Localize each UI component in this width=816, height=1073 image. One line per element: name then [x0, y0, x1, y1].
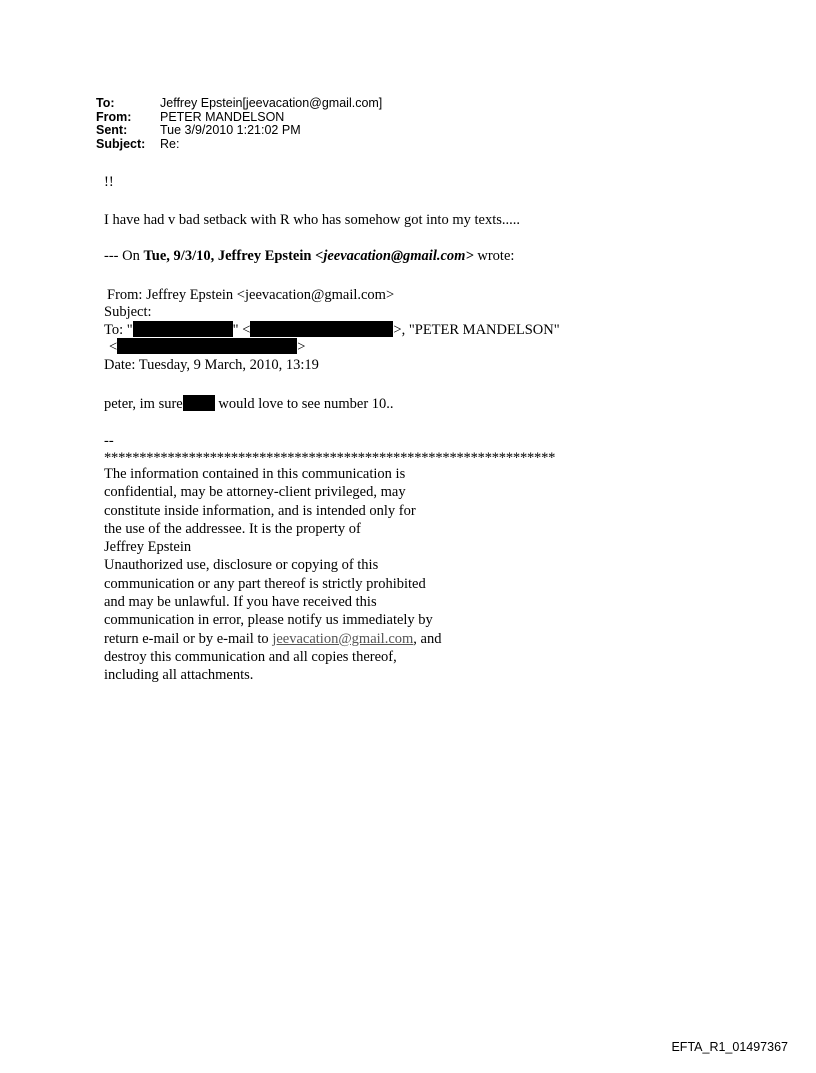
sent-value: Tue 3/9/2010 1:21:02 PM	[160, 123, 301, 137]
subject-value: Re:	[160, 136, 180, 151]
quote-intro-email: <jeevacation@gmail.com>	[315, 248, 474, 264]
redaction-box	[117, 338, 297, 354]
signature-dashes: --	[104, 433, 114, 449]
message-line: I have had v bad setback with R who has somehow got into my texts.....	[104, 212, 521, 228]
quoted-to-prefix: To: "	[104, 322, 133, 338]
disclaimer-line: Jeffrey Epstein	[104, 539, 192, 556]
to-value: Jeffrey Epstein[jeevacation@gmail.com]	[160, 96, 383, 110]
quote-intro-bold: Tue, 9/3/10, Jeffrey Epstein	[143, 248, 316, 264]
quoted-from-line: From: Jeffrey Epstein <jeevacation@gmail.com>	[107, 287, 395, 303]
subject-label: Subject:	[96, 136, 146, 151]
quote-intro-suffix: wrote:	[473, 248, 515, 264]
quoted-to-suffix: >, "PETER MANDELSON"	[393, 322, 560, 338]
disclaimer-line: including all attachments.	[104, 667, 254, 684]
quoted-body-line	[104, 395, 394, 413]
disclaimer-line: communication in error, please notify us immediately by	[104, 612, 433, 629]
quoted-subject-line: Subject:	[104, 304, 152, 320]
signature-stars: ****************************************************************	[104, 450, 556, 466]
redaction-box	[250, 321, 393, 337]
from-value: PETER MANDELSON	[160, 109, 285, 124]
redaction-box	[133, 321, 233, 337]
disclaimer-line: the use of the addressee. It is the property of	[104, 520, 361, 537]
return-prefix: return e-mail or by e-mail to	[104, 630, 273, 647]
header-from-row	[96, 111, 382, 125]
header-subject-row	[96, 138, 382, 152]
email-link[interactable]: jeevacation@gmail.com	[272, 630, 414, 647]
exclaim-line: !!	[104, 174, 114, 190]
disclaimer-line: communication or any part thereof is strictly prohibited	[104, 575, 426, 592]
disclaimer-line: destroy this communication and all copies thereof,	[104, 648, 397, 665]
quoted-lt: <	[109, 339, 118, 355]
quoted-to-mid: " <	[232, 322, 251, 338]
quoted-body-prefix: peter, im sure	[104, 396, 183, 412]
disclaimer-line: Unauthorized use, disclosure or copying of this	[104, 557, 379, 574]
header-sent-row	[96, 124, 382, 138]
quoted-to-cont-line	[109, 338, 305, 356]
quoted-date-line: Date: Tuesday, 9 March, 2010, 13:19	[104, 357, 319, 373]
header-to-row	[96, 97, 382, 111]
to-label: To:	[96, 96, 115, 110]
disclaimer-line: and may be unlawful. If you have received this	[104, 594, 377, 611]
quoted-gt: >	[297, 339, 306, 355]
disclaimer-return-line	[104, 630, 441, 648]
quoted-body-suffix: would love to see number 10..	[214, 396, 394, 412]
sent-label: Sent:	[96, 123, 128, 137]
disclaimer-line: confidential, may be attorney-client privileged, may	[104, 484, 406, 501]
quote-intro-prefix: --- On	[104, 248, 144, 264]
disclaimer-line: constitute inside information, and is intended only for	[104, 502, 416, 519]
disclaimer	[104, 465, 441, 685]
redaction-box	[183, 395, 215, 411]
email-header	[96, 97, 382, 151]
return-suffix: , and	[413, 630, 442, 647]
disclaimer-line: The information contained in this communication is	[104, 466, 406, 482]
from-label: From:	[96, 109, 132, 124]
document-id: EFTA_R1_01497367	[671, 1040, 788, 1054]
quote-intro	[104, 247, 514, 265]
quoted-to-line	[104, 321, 560, 339]
